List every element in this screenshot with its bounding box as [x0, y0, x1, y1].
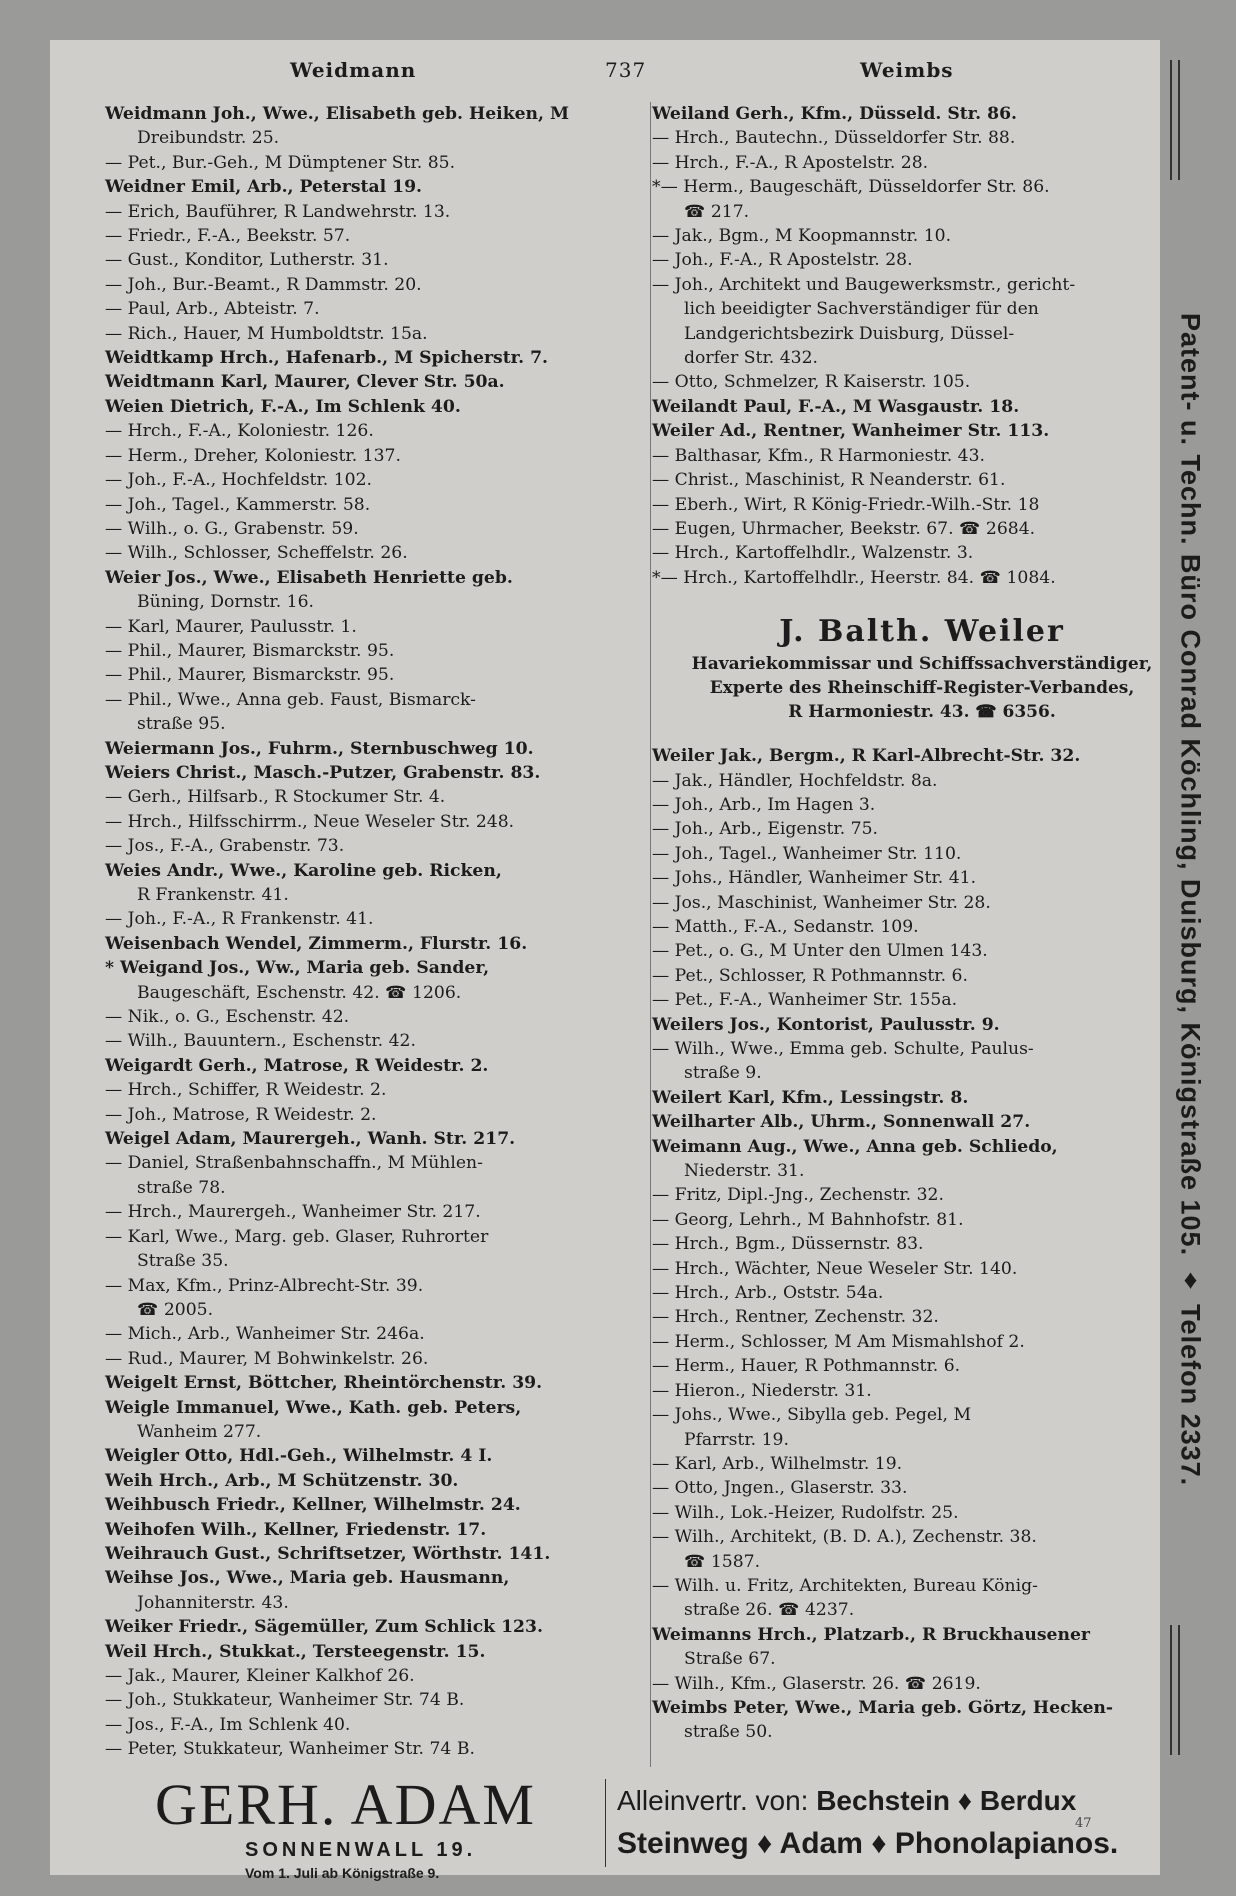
directory-entry: Weiler Jak., Bergm., R Karl-Albrecht-Str. 32. [652, 746, 1081, 767]
directory-entry: — Eberh., Wirt, R König-Friedr.-Wilh.-Str. 18 [652, 494, 1040, 515]
directory-entry: Weidner Emil, Arb., Peterstal 19. [105, 177, 423, 198]
directory-entry: Weilandt Paul, F.-A., M Wasgaustr. 18. [652, 396, 1020, 417]
directory-entry: Weiler Ad., Rentner, Wanheimer Str. 113. [652, 421, 1050, 442]
directory-entry: Weiermann Jos., Fuhrm., Sternbuschweg 10. [105, 738, 534, 759]
directory-entry: Wanheim 277. [137, 1421, 262, 1442]
directory-entry: — Erich, Bauführer, R Landwehrstr. 13. [105, 201, 451, 222]
directory-entry: dorfer Str. 432. [684, 348, 818, 369]
directory-entry: — Otto, Jngen., Glaserstr. 33. [652, 1478, 908, 1499]
footer-divider [605, 1779, 606, 1867]
directory-entry: Pfarrstr. 19. [684, 1429, 789, 1450]
directory-entry: — Joh., F.-A., R Frankenstr. 41. [105, 909, 374, 930]
directory-entry: — Pet., F.-A., Wanheimer Str. 155a. [652, 990, 958, 1011]
directory-entry: — Hrch., Rentner, Zechenstr. 32. [652, 1307, 939, 1328]
directory-entry: *— Hrch., Kartoffelhdlr., Heerstr. 84. ☎ 1084. [652, 567, 1056, 588]
directory-entry: Weidmann Joh., Wwe., Elisabeth geb. Heiken, M [105, 104, 570, 124]
directory-entry: — Hrch., Hilfsschirrm., Neue Weseler Str. 248. [105, 811, 515, 832]
page-number-header: 737 [605, 58, 647, 82]
directory-entry: — Mich., Arb., Wanheimer Str. 246a. [105, 1324, 425, 1345]
advert-block [652, 604, 1192, 734]
directory-entry: Weihofen Wilh., Kellner, Friedenstr. 17. [105, 1519, 487, 1540]
directory-entry: — Otto, Schmelzer, R Kaiserstr. 105. [652, 372, 971, 393]
directory-entry: Weimbs Peter, Wwe., Maria geb. Görtz, Hecken- [652, 1697, 1114, 1718]
directory-entry: — Hrch., Wächter, Neue Weseler Str. 140. [652, 1258, 1018, 1279]
directory-entry: Johanniterstr. 43. [137, 1592, 289, 1613]
directory-entry: — Matth., F.-A., Sedanstr. 109. [652, 916, 919, 937]
directory-entry: lich beeidigter Sachverständiger für den [684, 299, 1039, 320]
directory-entry: Weien Dietrich, F.-A., Im Schlenk 40. [105, 396, 461, 417]
directory-entry: Weilert Karl, Kfm., Lessingstr. 8. [652, 1087, 969, 1108]
directory-entry: — Hrch., F.-A., R Apostelstr. 28. [652, 152, 929, 173]
directory-entry: — Balthasar, Kfm., R Harmoniestr. 43. [652, 445, 986, 466]
directory-entry: — Wilh., o. G., Grabenstr. 59. [105, 518, 359, 539]
directory-entry: — Hrch., Maurergeh., Wanheimer Str. 217. [105, 1202, 481, 1223]
directory-entry: — Hieron., Niederstr. 31. [652, 1380, 872, 1401]
directory-entry: Weihrauch Gust., Schriftsetzer, Wörthstr. 141. [105, 1543, 551, 1564]
directory-entry: straße 9. [684, 1063, 762, 1084]
directory-entry: — Joh., Arb., Eigenstr. 75. [652, 819, 878, 840]
directory-entry: — Hrch., Bgm., Düssernstr. 83. [652, 1234, 924, 1255]
sidebar-rule-top [1170, 60, 1180, 180]
directory-entry: — Joh., Matrose, R Weidestr. 2. [105, 1104, 377, 1125]
directory-entry: — Hrch., Kartoffelhdlr., Walzenstr. 3. [652, 543, 974, 564]
directory-entry: — Joh., F.-A., Hochfeldstr. 102. [105, 470, 372, 491]
sidebar-advert [1160, 190, 1220, 1610]
directory-entry: Weidtmann Karl, Maurer, Clever Str. 50a. [105, 372, 505, 393]
directory-entry: Weier Jos., Wwe., Elisabeth Henriette geb. [105, 567, 513, 588]
directory-entry: — Jos., F.-A., Grabenstr. 73. [105, 836, 345, 857]
directory-entry: — Phil., Wwe., Anna geb. Faust, Bismarck- [105, 689, 476, 710]
footer-moving-note: Vom 1. Juli ab Königstraße 9. [245, 1865, 440, 1881]
directory-entry: — Daniel, Straßenbahnschaffn., M Mühlen- [105, 1153, 483, 1174]
directory-entry: — Georg, Lehrh., M Bahnhofstr. 81. [652, 1209, 964, 1230]
directory-entry: Niederstr. 31. [684, 1161, 805, 1182]
directory-entry: — Hrch., Bautechn., Düsseldorfer Str. 88. [652, 128, 1016, 149]
directory-entry: Weigardt Gerh., Matrose, R Weidestr. 2. [105, 1055, 489, 1076]
left-column [105, 102, 655, 1762]
directory-entry: straße 78. [137, 1177, 226, 1198]
directory-entry: Weihbusch Friedr., Kellner, Wilhelmstr. 24. [105, 1495, 521, 1516]
footer-company: GERH. ADAM [155, 1772, 536, 1837]
directory-entry: ☎ 2005. [137, 1299, 214, 1320]
directory-entry: straße 50. [684, 1722, 773, 1743]
directory-entry: — Karl, Arb., Wilhelmstr. 19. [652, 1453, 903, 1474]
directory-entry: — Johs., Wwe., Sibylla geb. Pegel, M [652, 1405, 972, 1426]
directory-entry: Weies Andr., Wwe., Karoline geb. Ricken, [105, 860, 502, 881]
directory-entry: — Jak., Maurer, Kleiner Kalkhof 26. [105, 1666, 415, 1686]
directory-entry: — Pet., o. G., M Unter den Ulmen 143. [652, 941, 988, 962]
footer-allein [617, 1785, 1076, 1817]
directory-entry: Weimann Aug., Wwe., Anna geb. Schliedo, [652, 1136, 1058, 1157]
directory-entry: — Wilh., Kfm., Glaserstr. 26. ☎ 2619. [652, 1673, 981, 1694]
directory-entry: — Joh., Tagel., Kammerstr. 58. [105, 494, 371, 515]
directory-entry: Weimanns Hrch., Platzarb., R Bruckhausener [652, 1624, 1090, 1645]
sidebar-rule-bottom [1170, 1625, 1180, 1755]
directory-entry: — Paul, Arb., Abteistr. 7. [105, 299, 320, 320]
directory-entry: straße 95. [137, 714, 226, 735]
directory-entry: — Wilh., Architekt, (B. D. A.), Zechenstr. 38. [652, 1527, 1037, 1548]
directory-entry: — Wilh., Bauuntern., Eschenstr. 42. [105, 1031, 416, 1052]
directory-entry: ☎ 1587. [684, 1551, 761, 1572]
directory-entry: — Joh., Bur.-Beamt., R Dammstr. 20. [105, 274, 422, 295]
directory-entry: — Phil., Maurer, Bismarckstr. 95. [105, 665, 395, 686]
directory-entry: Weihse Jos., Wwe., Maria geb. Hausmann, [105, 1568, 510, 1589]
directory-entry: * Weigand Jos., Ww., Maria geb. Sander, [105, 958, 490, 979]
directory-page [50, 40, 1206, 1881]
directory-entry: — Johs., Händler, Wanheimer Str. 41. [652, 868, 977, 889]
directory-entry: — Eugen, Uhrmacher, Beekstr. 67. ☎ 2684. [652, 518, 1036, 539]
footer-allein-prefix: Alleinvertr. von: [617, 1785, 809, 1816]
directory-entry: — Wilh. u. Fritz, Architekten, Bureau König- [652, 1575, 1038, 1596]
directory-entry: Weil Hrch., Stukkat., Tersteegenstr. 15. [105, 1641, 486, 1662]
directory-entry: ☎ 217. [684, 201, 750, 222]
directory-entry: Weigelt Ernst, Böttcher, Rheintörchenstr. 39. [105, 1373, 543, 1394]
directory-entry: Büning, Dornstr. 16. [137, 592, 314, 613]
directory-entry: R Frankenstr. 41. [137, 885, 289, 905]
directory-entry: Weisenbach Wendel, Zimmerm., Flurstr. 16. [105, 933, 528, 954]
directory-entry: — Herm., Hauer, R Pothmannstr. 6. [652, 1356, 961, 1377]
directory-entry: Baugeschäft, Eschenstr. 42. ☎ 1206. [137, 982, 462, 1003]
directory-entry: Weiers Christ., Masch.-Putzer, Grabenstr. 83. [105, 762, 541, 783]
directory-entry: — Peter, Stukkateur, Wanheimer Str. 74 B. [105, 1739, 475, 1760]
directory-entry: — Max, Kfm., Prinz-Albrecht-Str. 39. [105, 1275, 424, 1296]
directory-entry: — Rich., Hauer, M Humboldtstr. 15a. [105, 323, 428, 344]
advert-name: J. Balth. Weiler [779, 614, 1065, 650]
directory-entry: Weilharter Alb., Uhrm., Sonnenwall 27. [652, 1112, 1031, 1133]
directory-entry: — Joh., Stukkateur, Wanheimer Str. 74 B. [105, 1690, 465, 1711]
advert-line-3: R Harmoniestr. 43. ☎ 6356. [788, 702, 1056, 723]
directory-entry: Weilers Jos., Kontorist, Paulusstr. 9. [652, 1014, 1000, 1035]
directory-entry: — Friedr., F.-A., Beekstr. 57. [105, 226, 351, 247]
directory-entry: — Gust., Konditor, Lutherstr. 31. [105, 250, 389, 271]
directory-entry: — Nik., o. G., Eschenstr. 42. [105, 1007, 350, 1028]
header-left: Weidmann [290, 58, 417, 82]
right-column-top [652, 102, 1192, 590]
footer-advert [105, 1772, 1185, 1881]
directory-entry: Dreibundstr. 25. [137, 128, 280, 149]
directory-entry: — Rud., Maurer, M Bohwinkelstr. 26. [105, 1348, 429, 1369]
directory-entry: Weigle Immanuel, Wwe., Kath. geb. Peters, [105, 1397, 522, 1418]
directory-entry: — Herm., Dreher, Koloniestr. 137. [105, 445, 401, 466]
directory-entry: Weiland Gerh., Kfm., Düsseld. Str. 86. [652, 104, 1018, 124]
directory-entry: — Joh., Tagel., Wanheimer Str. 110. [652, 843, 962, 864]
right-column-bottom [652, 744, 1192, 1745]
directory-entry: straße 26. ☎ 4237. [684, 1600, 855, 1621]
page-number: 47 [1075, 1816, 1092, 1831]
directory-entry: Weiker Friedr., Sägemüller, Zum Schlick 123. [105, 1617, 543, 1638]
directory-entry: — Jos., Maschinist, Wanheimer Str. 28. [652, 892, 991, 913]
advert-line-1: Havariekommissar und Schiffssachverständiger, [691, 654, 1153, 675]
footer-pianos: Steinweg ♦ Adam ♦ Phonolapianos. [617, 1827, 1119, 1860]
directory-entry: Straße 35. [137, 1251, 229, 1272]
directory-entry: — Karl, Wwe., Marg. geb. Glaser, Ruhrorter [105, 1226, 489, 1247]
directory-entry: — Pet., Schlosser, R Pothmannstr. 6. [652, 965, 968, 986]
directory-entry: — Joh., F.-A., R Apostelstr. 28. [652, 250, 913, 271]
directory-entry: *— Herm., Baugeschäft, Düsseldorfer Str. 86. [652, 177, 1050, 198]
directory-entry: — Hrch., Arb., Oststr. 54a. [652, 1283, 884, 1304]
directory-entry: — Gerh., Hilfsarb., R Stockumer Str. 4. [105, 787, 446, 808]
footer-address: SONNENWALL 19. [245, 1839, 477, 1861]
directory-entry: Weidtkamp Hrch., Hafenarb., M Spicherstr. 7. [105, 348, 549, 369]
directory-entry: — Jak., Händler, Hochfeldstr. 8a. [652, 770, 938, 791]
header-right: Weimbs [860, 58, 954, 82]
directory-entry: — Wilh., Schlosser, Scheffelstr. 26. [105, 543, 408, 564]
directory-entry: — Herm., Schlosser, M Am Mismahlshof 2. [652, 1331, 1025, 1352]
directory-entry: — Hrch., Schiffer, R Weidestr. 2. [105, 1080, 387, 1101]
directory-entry: Weih Hrch., Arb., M Schützenstr. 30. [105, 1470, 459, 1491]
directory-entry: — Joh., Architekt und Baugewerksmstr., gericht- [652, 274, 1076, 295]
advert-line-2: Experte des Rheinschiff-Register-Verbandes, [709, 678, 1135, 699]
directory-entry: — Pet., Bur.-Geh., M Dümptener Str. 85. [105, 152, 456, 173]
sidebar-text: Patent- u. Techn. Büro Conrad Köchling, Duisburg, Königstraße 105. ♦ Telefon 2337. [1175, 313, 1206, 1487]
directory-entry: — Joh., Arb., Im Hagen 3. [652, 794, 876, 815]
directory-entry: Weigel Adam, Maurergeh., Wanh. Str. 217. [105, 1129, 516, 1150]
directory-entry: — Hrch., F.-A., Koloniestr. 126. [105, 421, 374, 442]
directory-entry: Straße 67. [684, 1649, 776, 1670]
directory-entry: — Christ., Maschinist, R Neanderstr. 61. [652, 470, 1006, 491]
directory-entry: — Fritz, Dipl.-Jng., Zechenstr. 32. [652, 1185, 944, 1206]
directory-entry: Weigler Otto, Hdl.-Geh., Wilhelmstr. 4 I. [105, 1446, 493, 1467]
directory-entry: — Wilh., Wwe., Emma geb. Schulte, Paulus- [652, 1039, 1034, 1059]
directory-entry: — Phil., Maurer, Bismarckstr. 95. [105, 640, 395, 661]
directory-entry: — Jak., Bgm., M Koopmannstr. 10. [652, 226, 952, 247]
directory-entry: — Jos., F.-A., Im Schlenk 40. [105, 1714, 351, 1735]
column-divider [650, 102, 651, 1767]
directory-entry: — Wilh., Lok.-Heizer, Rudolfstr. 25. [652, 1502, 959, 1523]
right-column [652, 102, 1192, 1745]
directory-entry: Landgerichtsbezirk Duisburg, Düssel- [684, 323, 1015, 344]
footer-allein-brands: Bechstein ♦ Berdux [816, 1785, 1077, 1816]
directory-entry: — Karl, Maurer, Paulusstr. 1. [105, 616, 357, 637]
